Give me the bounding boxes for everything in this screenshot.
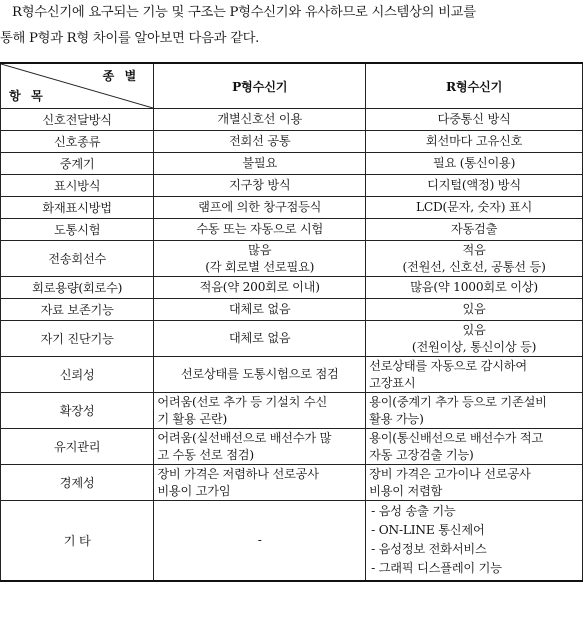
p-type-value — [154, 393, 366, 429]
table-row — [1, 465, 583, 501]
cell-line: 있음 — [462, 322, 486, 337]
r-type-feature-list — [368, 502, 580, 578]
r-type-value — [366, 501, 583, 581]
list-item: - ON-LINE 통신제어 — [371, 523, 485, 538]
r-type-value — [366, 321, 583, 357]
table-row — [1, 241, 583, 277]
r-type-value — [366, 277, 583, 299]
p-type-value — [154, 175, 366, 197]
cell-line: 자동검출 — [450, 222, 498, 236]
cell-line: 대체로 없음 — [228, 302, 291, 316]
p-type-value — [154, 321, 366, 357]
row-item-label: 경제성 — [1, 465, 154, 501]
row-item-label: 표시방식 — [1, 175, 154, 197]
header-kind-label: 종 별 — [102, 69, 140, 83]
r-type-value — [366, 429, 583, 465]
r-type-value — [366, 465, 583, 501]
header-item-label: 항 목 — [9, 89, 46, 103]
table-row — [1, 109, 583, 131]
table-header-row — [1, 63, 583, 109]
p-type-value — [154, 465, 366, 501]
p-type-value — [154, 429, 366, 465]
r-type-value — [366, 109, 583, 131]
cell-line: 필요 (통신이용) — [432, 156, 516, 170]
intro-line-1: R형수신기에 요구되는 기능 및 구조는 P형수신기와 유사하므로 시스템상의 비교를 — [12, 5, 476, 20]
row-item-label: 자기 진단기능 — [1, 321, 154, 357]
r-type-value — [366, 357, 583, 393]
table-row — [1, 321, 583, 357]
list-item: - 음성정보 전화서비스 — [371, 542, 487, 557]
cell-line: 많음(약 1000회로 이상) — [410, 280, 538, 294]
cell-line: 기 활용 곤란) — [157, 411, 228, 426]
cell-line: 수동 또는 자동으로 시험 — [196, 222, 324, 236]
cell-line: 다중통신 방식 — [437, 112, 511, 126]
table-row — [1, 153, 583, 175]
row-item-label: 신뢰성 — [1, 357, 154, 393]
cell-line: 회선마다 고유신호 — [425, 134, 523, 148]
cell-line: 적음(약 200회로 이내) — [199, 280, 320, 294]
r-type-value — [366, 153, 583, 175]
r-type-value — [366, 131, 583, 153]
row-item-label: 자료 보존기능 — [1, 299, 154, 321]
p-type-value — [154, 219, 366, 241]
cell-line: 선로상태를 도통시험으로 점검 — [180, 367, 339, 381]
cell-line: 개별신호선 이용 — [217, 112, 303, 126]
table-row — [1, 175, 583, 197]
cell-line: 불필요 — [242, 156, 278, 170]
cell-line: (각 회로별 선로필요) — [205, 259, 315, 274]
table-row — [1, 131, 583, 153]
p-type-value — [154, 241, 366, 277]
cell-line: 지구창 방식 — [228, 178, 291, 192]
table-row — [1, 197, 583, 219]
cell-line: 장비 가격은 고가이나 선로공사 — [369, 466, 531, 481]
cell-line: (전원이상, 통신이상 등) — [411, 339, 537, 354]
cell-line: (전원선, 신호선, 공통선 등) — [402, 259, 546, 274]
r-type-value — [366, 393, 583, 429]
p-type-value — [154, 197, 366, 219]
table-row — [1, 299, 583, 321]
cell-line: 전회선 공통 — [228, 134, 291, 148]
cell-line: 많음 — [248, 242, 272, 257]
p-type-value: - — [154, 501, 366, 581]
row-item-label: 화재표시방법 — [1, 197, 154, 219]
p-type-value — [154, 131, 366, 153]
cell-line: 고장표시 — [369, 375, 416, 390]
r-type-value — [366, 197, 583, 219]
r-type-value — [366, 299, 583, 321]
row-item-label: 신호전달방식 — [1, 109, 154, 131]
cell-line: 용이(통신배선으로 배선수가 적고 — [369, 430, 544, 445]
row-item-label: 중계기 — [1, 153, 154, 175]
comparison-table — [0, 62, 583, 582]
cell-line: 장비 가격은 저렴하나 선로공사 — [157, 466, 319, 481]
table-row — [1, 393, 583, 429]
row-item-label: 도통시험 — [1, 219, 154, 241]
cell-line: 대체로 없음 — [228, 331, 291, 345]
cell-line: 디지털(액정) 방식 — [427, 178, 521, 192]
r-type-value — [366, 175, 583, 197]
row-item-label: 유지관리 — [1, 429, 154, 465]
table-row — [1, 429, 583, 465]
intro-line-2: 통해 P형과 R형 차이를 알아보면 다음과 같다. — [0, 31, 260, 46]
cell-line: 선로상태를 자동으로 감시하여 — [369, 358, 527, 373]
row-item-label: 기 타 — [1, 501, 154, 581]
p-type-value — [154, 299, 366, 321]
p-type-value — [154, 109, 366, 131]
p-type-value — [154, 153, 366, 175]
table-row — [1, 219, 583, 241]
table-row-etc — [1, 501, 583, 581]
header-corner-cell — [1, 63, 154, 109]
cell-line: LCD(문자, 숫자) 표시 — [415, 200, 533, 214]
row-item-label: 회로용량(회로수) — [1, 277, 154, 299]
intro-paragraph — [0, 0, 583, 52]
row-item-label: 전송회선수 — [1, 241, 154, 277]
cell-line: 있음 — [462, 302, 486, 316]
r-type-value — [366, 219, 583, 241]
cell-line: 고 수동 선로 점검) — [157, 447, 254, 462]
list-item: - 음성 송출 기능 — [371, 504, 456, 519]
p-type-value — [154, 357, 366, 393]
cell-line: 비용이 고가임 — [157, 483, 231, 498]
table-row — [1, 277, 583, 299]
table-row — [1, 357, 583, 393]
list-item: - 그래픽 디스플레이 기능 — [371, 561, 502, 576]
cell-line: 비용이 저렴함 — [369, 483, 443, 498]
r-type-value — [366, 241, 583, 277]
row-item-label: 확장성 — [1, 393, 154, 429]
cell-line: 램프에 의한 창구점등식 — [198, 200, 322, 214]
cell-line: 어려움(선로 추가 등 기설치 수신 — [157, 394, 328, 409]
cell-line: 적음 — [462, 242, 486, 257]
header-r-type: R형수신기 — [366, 63, 583, 109]
row-item-label: 신호종류 — [1, 131, 154, 153]
p-type-value — [154, 277, 366, 299]
cell-line: 어려움(실선배선으로 배선수가 많 — [157, 430, 332, 445]
table-body — [1, 109, 583, 581]
cell-line: 자동 고장검출 기능) — [369, 447, 474, 462]
cell-line: 활용 가능) — [369, 411, 424, 426]
cell-line: 용이(중계기 추가 등으로 기존설비 — [369, 394, 547, 409]
header-p-type: P형수신기 — [154, 63, 366, 109]
